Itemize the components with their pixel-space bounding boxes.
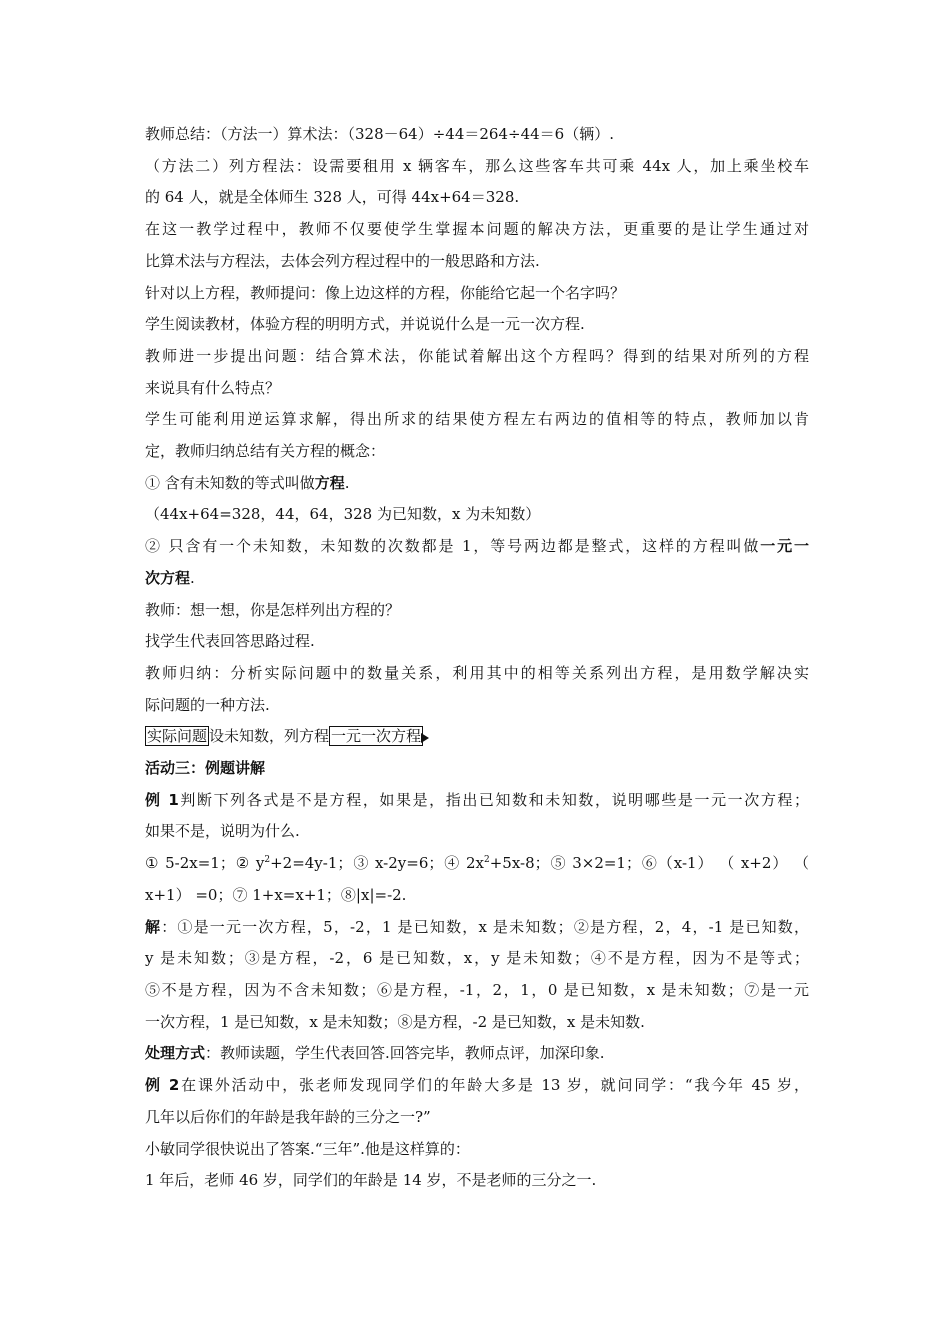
superscript: 2 (483, 855, 490, 866)
paragraph-method-two-cont: 的 64 人，就是全体师生 328 人，可得 44x+64＝328. (145, 188, 520, 207)
example-label: 例 1 (145, 790, 179, 809)
definition-linear-cont (145, 563, 809, 595)
paragraph-further-question-cont: 来说具有什么特点？ (145, 378, 281, 397)
solution (145, 912, 809, 944)
period: . (344, 473, 350, 492)
processing-label: 处理方式 (145, 1044, 206, 1063)
paragraph-induction: 教师归纳：分析实际问题中的数量关系，利用其中的相等关系列出方程，是用数学解决实 (145, 663, 809, 682)
example-2 (145, 1070, 809, 1102)
paragraph-xiaomin: 小敏同学很快说出了答案.“三年”.他是这样算的： (145, 1139, 470, 1158)
equation-list-cont: x+1） =0；⑦ 1+x=x+1；⑧|x|=-2. (145, 885, 407, 904)
definition-text: ① 含有未知数的等式叫做 (145, 473, 315, 492)
definition-linear (145, 531, 809, 563)
paragraph-method-two: （方法二）列方程法：设需要租用 x 辆客车，那么这些客车共可乘 44x 人，加上乘坐校车 (145, 156, 809, 175)
definition-text: ② 只含有一个未知数，未知数的次数都是 1，等号两边都是整式，这样的方程叫做 (145, 537, 761, 556)
flow-box-linear-equation: 一元一次方程 (331, 727, 422, 746)
example-1 (145, 785, 809, 817)
flow-diagram (145, 721, 809, 753)
paragraph-one-year: 1 年后，老师 46 岁，同学们的年龄是 14 岁，不是老师的三分之一. (145, 1171, 597, 1190)
paragraph-answer: 找学生代表回答思路过程. (145, 632, 315, 651)
term-equation: 方程 (314, 473, 345, 492)
equation-text: +5x-8；⑤ 3×2=1；⑥（x-1） （ x+2） （ (489, 854, 810, 873)
paragraph-teaching-cont: 比算术法与方程法，去体会列方程过程中的一般思路和方法. (145, 251, 540, 270)
paragraph-inverse: 学生可能利用逆运算求解，得出所求的结果使方程左右两边的值相等的特点，教师加以肯 (145, 410, 809, 429)
paragraph-think: 教师：想一想，你是怎样列出方程的？ (145, 600, 401, 619)
term-linear-part2: 次方程 (145, 568, 191, 587)
example-text: 判断下列各式是不是方程，如果是，指出已知数和未知数，说明哪些是一元一次方程； (178, 790, 809, 809)
solution-text: ：①是一元一次方程，5，-2，1 是已知数，x 是未知数；②是方程，2，4，-1 是已知数， (161, 917, 809, 936)
paragraph-reading: 学生阅读教材，体验方程的明明方式，并说说什么是一元一次方程. (145, 315, 585, 334)
processing-text: ：教师读题，学生代表回答.回答完毕，教师点评，加深印象. (205, 1044, 605, 1063)
section-heading: 活动三：例题讲解 (145, 759, 266, 778)
paragraph-question: 针对以上方程，教师提问：像上边这样的方程，你能给它起一个名字吗？ (145, 283, 626, 302)
flow-step-text: 设未知数，列方程 (209, 727, 330, 746)
paragraph-teaching: 在这一教学过程中，教师不仅要使学生掌握本问题的解决方法，更重要的是让学生通过对 (145, 220, 809, 239)
equation-list (145, 848, 809, 880)
arrow-right-icon (421, 733, 429, 743)
example-2-cont: 几年以后你们的年龄是我年龄的三分之一?” (145, 1107, 431, 1126)
example-text: 在课外活动中，张老师发现同学们的年龄大多是 13 岁，就问同学：“我今年 45 岁， (179, 1076, 809, 1095)
period: . (190, 568, 195, 587)
flow-box-real-problem: 实际问题 (147, 727, 208, 746)
solution-line-2: y 是未知数；③是方程，-2，6 是已知数，x，y 是未知数；④不是方程，因为不是等式； (145, 949, 809, 968)
solution-label: 解 (145, 917, 162, 936)
example-label: 例 2 (145, 1076, 180, 1095)
paragraph-inverse-cont: 定，教师归纳总结有关方程的概念： (145, 442, 386, 461)
example-1-cont: 如果不是，说明为什么. (145, 822, 300, 841)
solution-line-3: ⑤不是方程，因为不含未知数；⑥是方程，-1，2，1，0 是已知数，x 是未知数；⑦是一元 (145, 980, 809, 999)
superscript: 2 (264, 855, 271, 866)
equation-note: （44x+64=328，44，64，328 为已知数，x 为未知数） (145, 505, 541, 524)
document-body (145, 119, 809, 1197)
solution-line-4: 一次方程，1 是已知数，x 是未知数；⑧是方程，-2 是已知数，x 是未知数. (145, 1012, 645, 1031)
processing-method (145, 1038, 809, 1070)
paragraph-further-question: 教师进一步提出问题：结合算术法，你能试着解出这个方程吗？得到的结果对所列的方程 (145, 346, 809, 365)
term-linear-part1: 一元一 (760, 537, 809, 556)
definition-equation (145, 468, 809, 500)
paragraph-induction-cont: 际问题的一种方法. (145, 695, 270, 714)
equation-text: ① 5-2x=1；② y (145, 854, 265, 873)
paragraph-summary: 教师总结：（方法一）算术法：（328－64）÷44＝264÷44＝6（辆）. (145, 125, 614, 143)
equation-text: +2=4y-1；③ x-2y=6；④ 2x (270, 854, 484, 873)
